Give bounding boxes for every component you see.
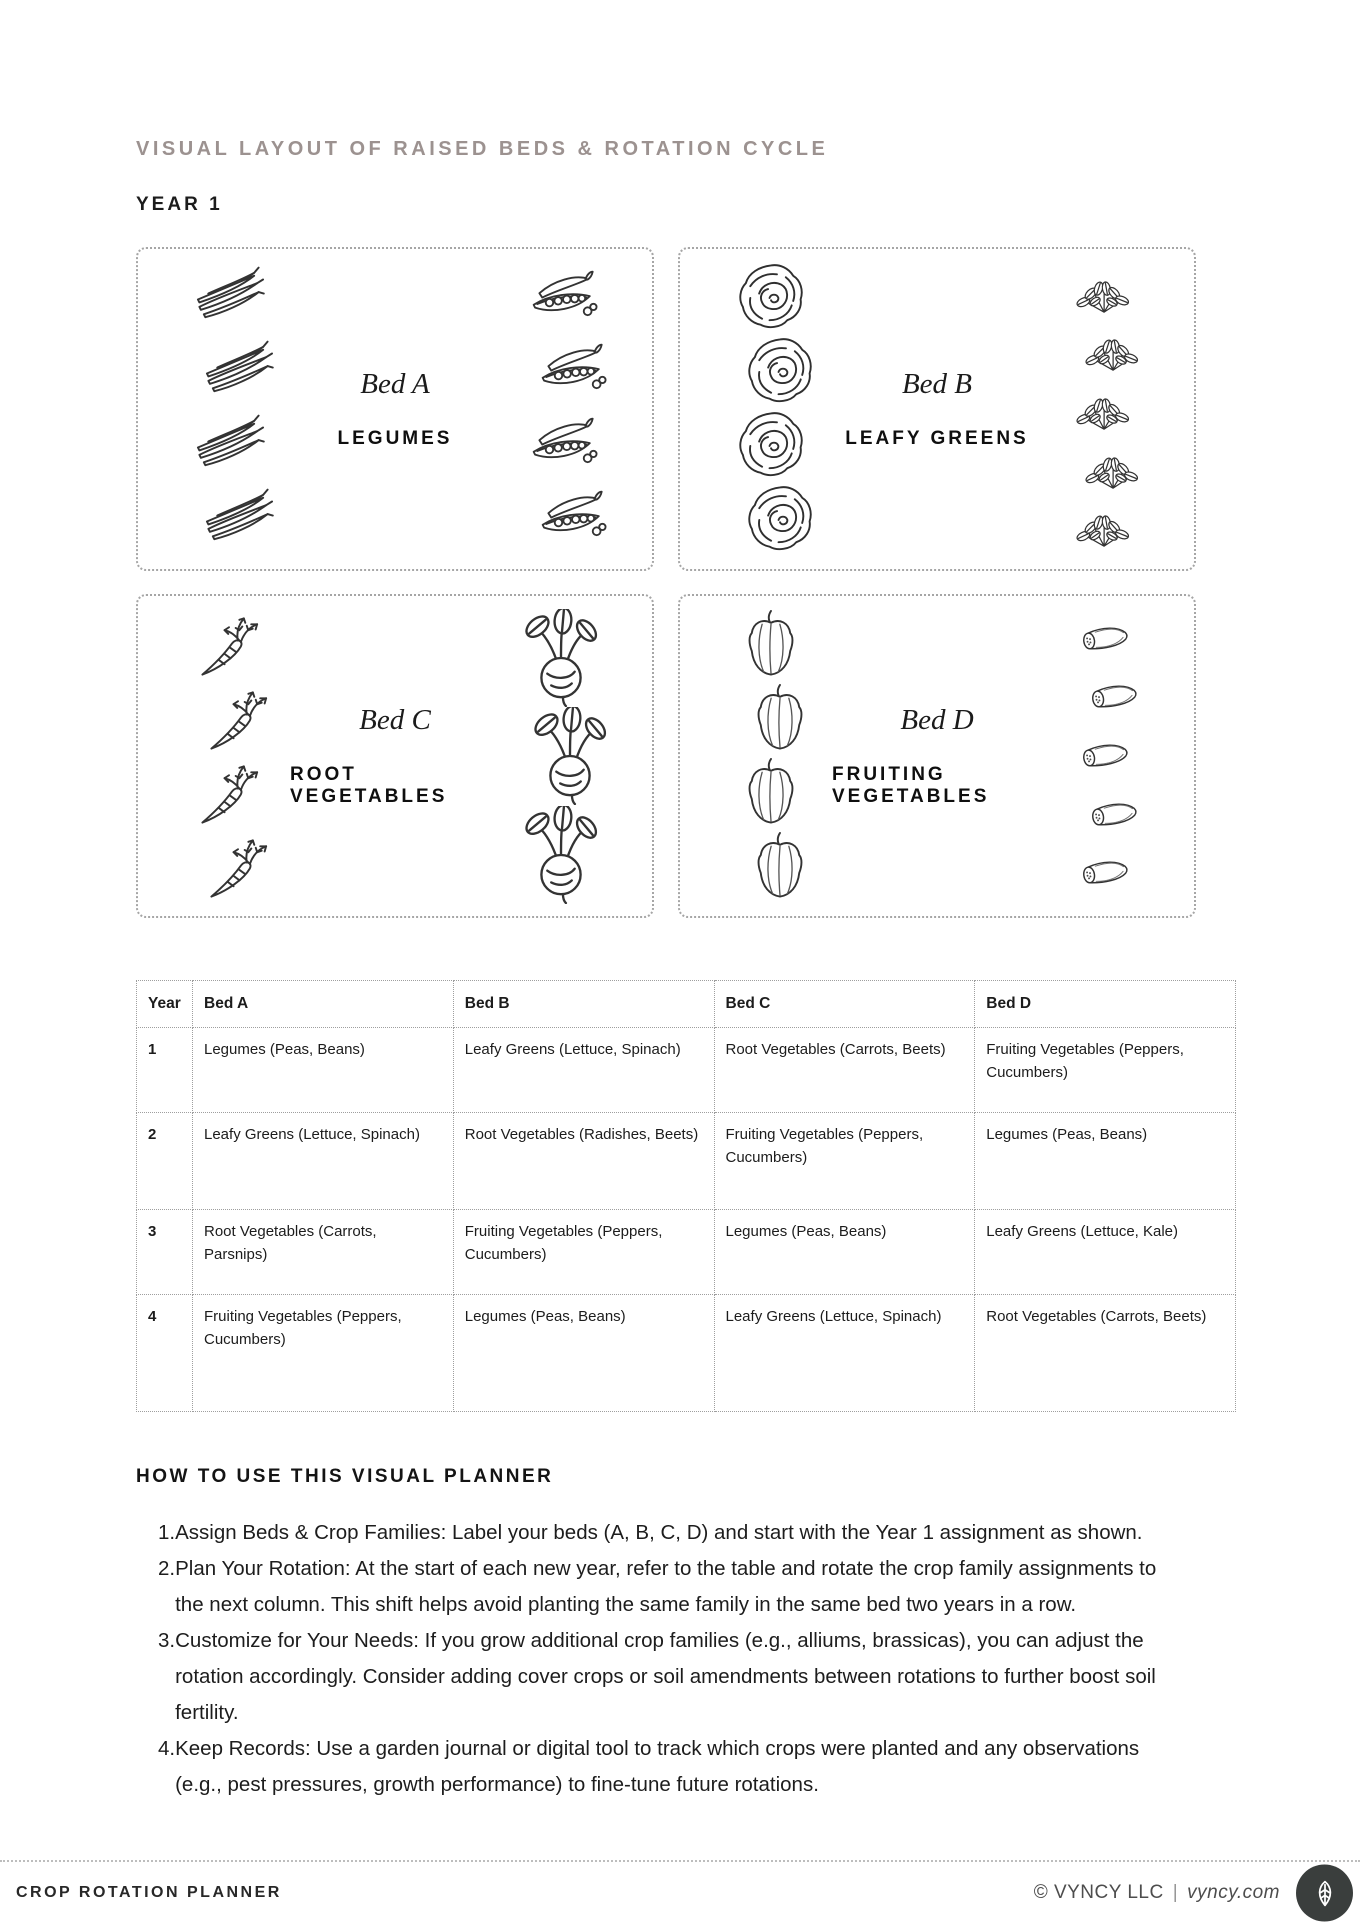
list-item-text: Plan Your Rotation: At the start of each new year, refer to the table and rotate the crop family assignments to the next column. This shift helps avoid planting the same family in the same bed two years in a row.	[175, 1557, 1157, 1617]
bed-grid	[136, 247, 1196, 918]
bed-d-labels	[832, 596, 1042, 916]
pepper-icon	[734, 756, 808, 830]
bed-b-box	[678, 247, 1196, 571]
cucumber-icon	[1060, 669, 1164, 725]
lettuce-icon	[731, 335, 829, 409]
carrot-icon	[194, 682, 282, 756]
table-cell: Leafy Greens (Lettuce, Kale)	[975, 1210, 1236, 1295]
table-cell: Fruiting Vegetables (Peppers, Cucumbers)	[975, 1028, 1236, 1113]
list-item-number: 4.	[158, 1737, 176, 1761]
table-cell: Leafy Greens (Lettuce, Spinach)	[714, 1295, 975, 1412]
footer-credit	[1034, 1882, 1280, 1904]
site-domain-link[interactable]: vyncy.com	[1187, 1882, 1280, 1903]
table-row	[137, 1295, 1236, 1412]
year-1-heading: YEAR 1	[136, 194, 223, 215]
list-item	[158, 1731, 1168, 1803]
list-item	[158, 1515, 1168, 1551]
table-cell: Leafy Greens (Lettuce, Spinach)	[193, 1113, 454, 1210]
year-cell: 2	[137, 1113, 193, 1210]
bed-family-label: FRUITING VEGETABLES	[832, 764, 990, 807]
lettuce-icon	[731, 483, 829, 557]
beans-icon	[176, 261, 282, 335]
spinach-icon	[1060, 322, 1164, 378]
footer-title: CROP ROTATION PLANNER	[16, 1884, 282, 1901]
table-cell: Legumes (Peas, Beans)	[193, 1028, 454, 1113]
spinach-icon	[1051, 264, 1155, 320]
beans-icon	[185, 483, 291, 557]
carrot-icon	[185, 756, 273, 830]
table-row	[137, 1028, 1236, 1113]
table-cell: Fruiting Vegetables (Peppers, Cucumbers)	[453, 1210, 714, 1295]
bed-d-right-icons	[1042, 596, 1164, 916]
bed-d-box	[678, 594, 1196, 918]
bed-name: Bed B	[901, 368, 973, 400]
beet-icon	[518, 707, 622, 805]
table-row	[137, 1113, 1236, 1210]
page-content	[136, 0, 1236, 1803]
bed-b-right-icons	[1042, 249, 1164, 569]
pepper-icon	[743, 682, 817, 756]
bed-name: Bed A	[360, 368, 430, 400]
bed-a-box	[136, 247, 654, 571]
beans-icon	[176, 409, 282, 483]
table-cell: Root Vegetables (Carrots, Parsnips)	[193, 1210, 454, 1295]
bed-c-box	[136, 594, 654, 918]
bed-name: Bed D	[900, 704, 974, 736]
carrot-icon	[185, 608, 273, 682]
howto-list	[136, 1515, 1168, 1803]
bed-a-left-icons	[168, 249, 290, 569]
list-item-text: Customize for Your Needs: If you grow additional crop families (e.g., alliums, brassicas), you can adjust the rotation accordingly. Consider adding cover crops or soil amendments between rotations to further boost soil fertility.	[175, 1629, 1156, 1725]
rotation-table	[136, 980, 1236, 1412]
bed-family-label: ROOT VEGETABLES	[290, 764, 448, 807]
spinach-icon	[1051, 498, 1155, 554]
list-item	[158, 1623, 1168, 1731]
list-item	[158, 1551, 1168, 1623]
header-bed-b: Bed B	[453, 981, 714, 1028]
bed-b-left-icons	[710, 249, 832, 569]
bed-c-right-icons	[500, 596, 622, 916]
bed-b-labels	[832, 249, 1042, 569]
table-cell: Root Vegetables (Carrots, Beets)	[714, 1028, 975, 1113]
year-cell: 4	[137, 1295, 193, 1412]
lettuce-icon	[722, 409, 820, 483]
pepper-icon	[743, 830, 817, 904]
table-cell: Fruiting Vegetables (Peppers, Cucumbers)	[714, 1113, 975, 1210]
beet-icon	[509, 609, 613, 707]
cucumber-icon	[1051, 845, 1155, 901]
year-cell: 3	[137, 1210, 193, 1295]
table-cell: Root Vegetables (Carrots, Beets)	[975, 1295, 1236, 1412]
header-bed-d: Bed D	[975, 981, 1236, 1028]
header-bed-c: Bed C	[714, 981, 975, 1028]
beet-icon	[509, 806, 613, 904]
header-year: Year	[137, 981, 193, 1028]
logo-badge	[1296, 1865, 1353, 1922]
bed-c-left-icons	[168, 596, 290, 916]
peas-icon	[506, 263, 616, 335]
page-title: VISUAL LAYOUT OF RAISED BEDS & ROTATION CYCLE	[136, 138, 829, 160]
bed-a-right-icons	[500, 249, 622, 569]
page-footer	[0, 1860, 1360, 1924]
header-bed-a: Bed A	[193, 981, 454, 1028]
cucumber-icon	[1051, 611, 1155, 667]
table-cell: Fruiting Vegetables (Peppers, Cucumbers)	[193, 1295, 454, 1412]
year-cell: 1	[137, 1028, 193, 1113]
separator: |	[1172, 1882, 1179, 1903]
peas-icon	[515, 483, 625, 555]
bed-name: Bed C	[359, 704, 431, 736]
table-cell: Legumes (Peas, Beans)	[453, 1295, 714, 1412]
howto-heading: HOW TO USE THIS VISUAL PLANNER	[136, 1466, 554, 1488]
table-cell: Root Vegetables (Radishes, Beets)	[453, 1113, 714, 1210]
table-cell: Legumes (Peas, Beans)	[714, 1210, 975, 1295]
pepper-icon	[734, 608, 808, 682]
list-item-text: Assign Beds & Crop Families: Label your beds (A, B, C, D) and start with the Year 1 assignment as shown.	[175, 1521, 1143, 1545]
spinach-icon	[1051, 381, 1155, 437]
list-item-number: 3.	[158, 1629, 176, 1653]
peas-icon	[506, 410, 616, 482]
carrot-icon	[194, 830, 282, 904]
bed-a-labels	[290, 249, 500, 569]
bed-family-label: LEAFY GREENS	[845, 428, 1029, 449]
beans-icon	[185, 335, 291, 409]
bed-d-left-icons	[710, 596, 832, 916]
leaf-icon	[1310, 1878, 1340, 1908]
list-item-number: 1.	[158, 1521, 176, 1545]
list-item-number: 2.	[158, 1557, 176, 1581]
peas-icon	[515, 336, 625, 408]
spinach-icon	[1060, 440, 1164, 496]
cucumber-icon	[1060, 787, 1164, 843]
table-cell: Leafy Greens (Lettuce, Spinach)	[453, 1028, 714, 1113]
cucumber-icon	[1051, 728, 1155, 784]
copyright-text: © VYNCY LLC	[1033, 1882, 1164, 1903]
table-cell: Legumes (Peas, Beans)	[975, 1113, 1236, 1210]
bed-family-label: LEGUMES	[337, 428, 453, 449]
table-header-row	[137, 981, 1236, 1028]
lettuce-icon	[722, 261, 820, 335]
bed-c-labels	[290, 596, 500, 916]
list-item-text: Keep Records: Use a garden journal or digital tool to track which crops were planted and any observations (e.g., pest pressures, growth performance) to fine-tune future rotations.	[175, 1737, 1140, 1797]
table-row	[137, 1210, 1236, 1295]
